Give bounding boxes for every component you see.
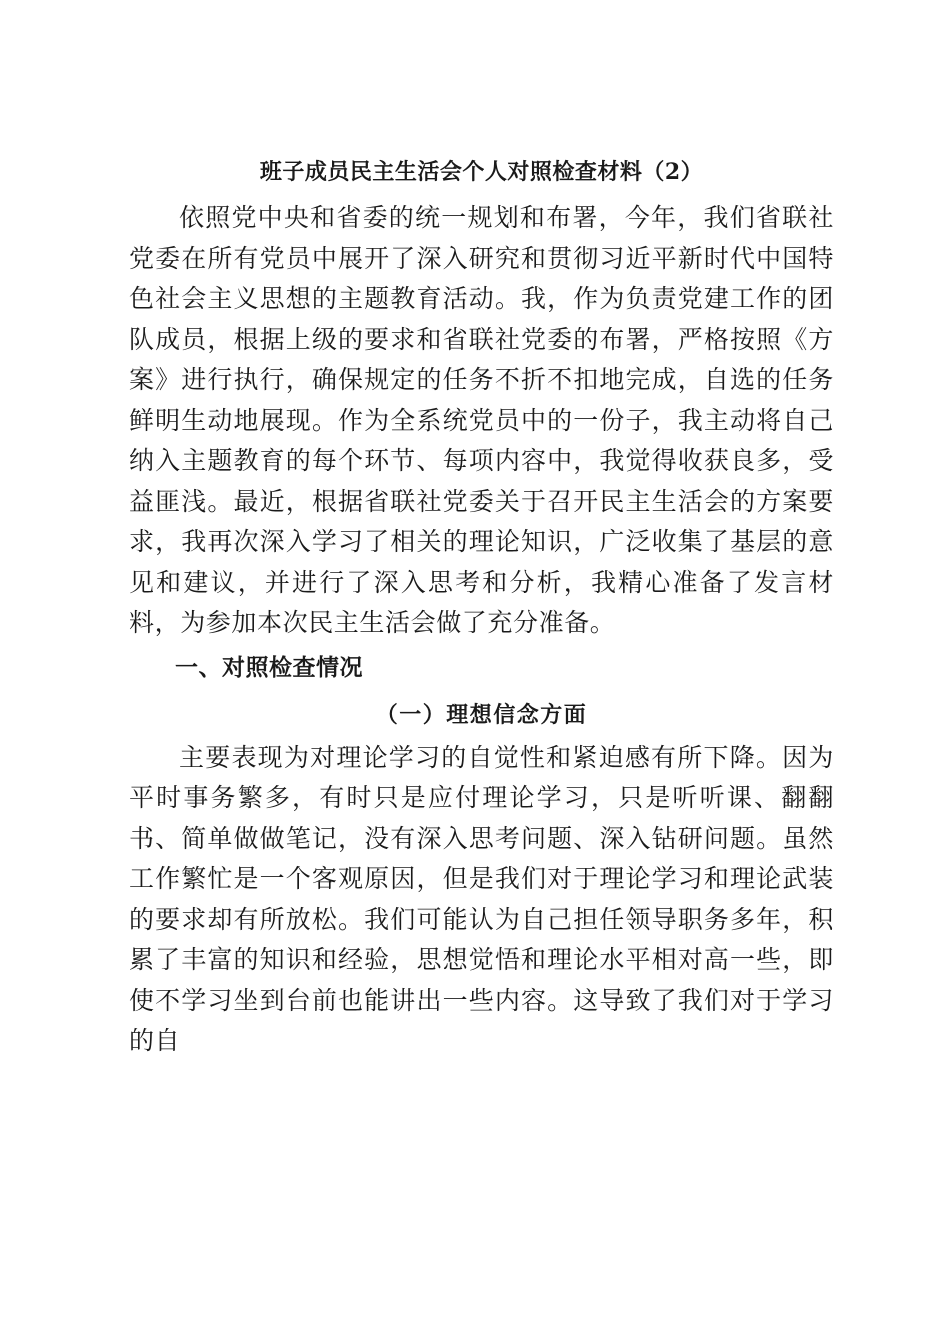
body-paragraph: 主要表现为对理论学习的自觉性和紧迫感有所下降。因为平时事务繁多，有时只是应付理论学习，只是听听课、翻翻书、简单做做笔记，没有深入思考问题、深入钻研问题。虽然工作繁忙是一个客观原因，但是我们对于理论学习和理论武装的要求却有所放松。我们可能认为自己担任领导职务多年，积累了丰富的知识和经验，思想觉悟和理论水平相对高一些，即使不学习坐到台前也能讲出一些内容。这导致了我们对于学习的自 (129, 742, 834, 1055)
document-title: 班子成员民主生活会个人对照检查材料（2） (259, 159, 704, 185)
subsection-heading: （一）理想信念方面 (375, 701, 588, 728)
document-content (129, 155, 834, 1062)
section-heading: 一、对照检查情况 (175, 654, 363, 681)
intro-paragraph: 依照党中央和省委的统一规划和布署，今年，我们省联社党委在所有党员中展开了深入研究和贯彻习近平新时代中国特色社会主义思想的主题教育活动。我，作为负责党建工作的团队成员，根据上级的要求和省联社党委的布署，严格按照《方案》进行执行，确保规定的任务不折不扣地完成，自选的任务鲜明生动地展现。作为全系统党员中的一份子，我主动将自己纳入主题教育的每个环节、每项内容中，我觉得收获良多，受益匪浅。最近，根据省联社党委关于召开民主生活会的方案要求，我再次深入学习了相关的理论知识，广泛收集了基层的意见和建议，并进行了深入思考和分析，我精心准备了发言材料，为参加本次民主生活会做了充分准备。 (129, 203, 834, 637)
